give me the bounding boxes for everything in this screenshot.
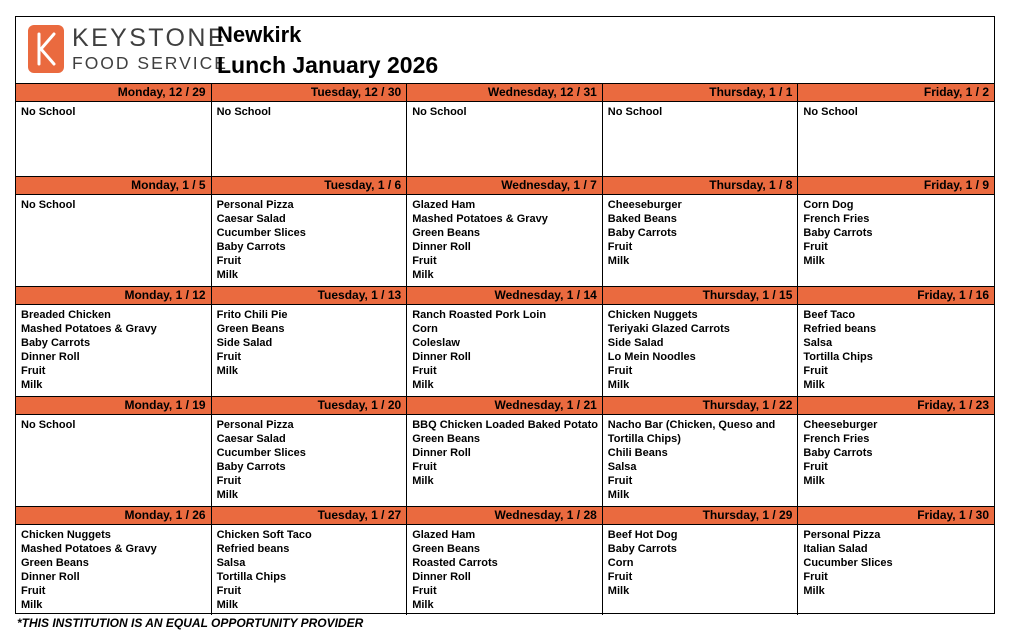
day-header: Tuesday, 1 / 6 bbox=[212, 177, 407, 195]
menu-item-list bbox=[16, 305, 211, 392]
menu-item: Fruit bbox=[412, 255, 437, 267]
menu-item: Milk bbox=[21, 599, 43, 611]
menu-item-list bbox=[212, 102, 407, 119]
day-cell bbox=[212, 507, 408, 615]
menu-item: Personal Pizza bbox=[216, 419, 294, 431]
menu-item: Corn bbox=[607, 557, 634, 569]
menu-item: Corn Dog bbox=[803, 199, 854, 211]
menu-item: Glazed Ham bbox=[412, 199, 476, 211]
day-header: Wednesday, 12 / 31 bbox=[407, 84, 602, 102]
menu-item: Salsa bbox=[803, 337, 833, 349]
menu-item: No School bbox=[216, 106, 271, 118]
day-cell bbox=[212, 84, 408, 177]
menu-item: Refried beans bbox=[216, 543, 290, 555]
day-header: Wednesday, 1 / 14 bbox=[407, 287, 602, 305]
menu-item: Fruit bbox=[21, 585, 46, 597]
brand-subtitle: FOOD SERVICE bbox=[72, 52, 228, 73]
menu-item: Baby Carrots bbox=[607, 227, 677, 239]
menu-item: Fruit bbox=[216, 585, 242, 597]
menu-item: Personal Pizza bbox=[803, 529, 881, 541]
menu-item: Cucumber Slices bbox=[216, 447, 306, 459]
day-header: Monday, 1 / 26 bbox=[16, 507, 211, 525]
menu-item: Green Beans bbox=[216, 323, 285, 335]
menu-item: Baby Carrots bbox=[21, 337, 91, 349]
menu-item: Mashed Potatoes & Gravy bbox=[21, 323, 157, 335]
menu-item: Fruit bbox=[21, 365, 46, 377]
menu-item-list bbox=[407, 195, 602, 282]
menu-item: Milk bbox=[216, 269, 238, 281]
menu-item: Milk bbox=[412, 599, 434, 611]
menu-item: Milk bbox=[607, 585, 630, 597]
menu-item-list bbox=[603, 525, 798, 598]
menu-item: Chicken Nuggets bbox=[607, 309, 698, 321]
day-header: Monday, 12 / 29 bbox=[16, 84, 211, 102]
menu-item: Personal Pizza bbox=[216, 199, 294, 211]
menu-item: Fruit bbox=[412, 585, 437, 597]
menu-item-list bbox=[603, 195, 798, 268]
menu-item: Chicken Nuggets bbox=[21, 529, 111, 541]
menu-item-list bbox=[212, 415, 407, 502]
keystone-k-icon bbox=[28, 25, 64, 73]
menu-item: Baby Carrots bbox=[216, 461, 286, 473]
menu-item: Side Salad bbox=[607, 337, 664, 349]
menu-item: Teriyaki Glazed Carrots bbox=[607, 323, 730, 335]
menu-item: Fruit bbox=[607, 475, 633, 487]
day-header: Monday, 1 / 19 bbox=[16, 397, 211, 415]
day-cell bbox=[603, 397, 799, 507]
day-header: Thursday, 1 / 1 bbox=[603, 84, 798, 102]
menu-item: No School bbox=[607, 106, 663, 118]
day-header: Tuesday, 12 / 30 bbox=[212, 84, 407, 102]
menu-item: Cucumber Slices bbox=[216, 227, 306, 239]
menu-item: Milk bbox=[803, 379, 825, 391]
day-header: Friday, 1 / 23 bbox=[798, 397, 994, 415]
menu-item: Dinner Roll bbox=[412, 447, 471, 459]
menu-item-list bbox=[407, 525, 602, 612]
day-header: Friday, 1 / 9 bbox=[798, 177, 994, 195]
day-header: Thursday, 1 / 22 bbox=[603, 397, 798, 415]
menu-item: No School bbox=[21, 199, 76, 211]
day-cell bbox=[603, 287, 799, 397]
menu-item: Fruit bbox=[607, 571, 633, 583]
menu-item: Chili Beans bbox=[607, 447, 668, 459]
brand-name: KEYSTONE bbox=[72, 23, 227, 52]
menu-item: Cheeseburger bbox=[803, 419, 878, 431]
day-header: Wednesday, 1 / 28 bbox=[407, 507, 602, 525]
menu-item: Milk bbox=[216, 599, 238, 611]
menu-item-list bbox=[407, 415, 602, 488]
menu-item: Fruit bbox=[412, 365, 437, 377]
menu-item-list bbox=[407, 102, 602, 119]
menu-item: Milk bbox=[216, 489, 238, 501]
school-name: Newkirk bbox=[217, 22, 302, 47]
menu-item: Refried beans bbox=[803, 323, 877, 335]
menu-item: Milk bbox=[216, 365, 238, 377]
day-cell bbox=[16, 397, 212, 507]
menu-item: Cheeseburger bbox=[607, 199, 682, 211]
menu-item: Baby Carrots bbox=[803, 227, 873, 239]
menu-item: Milk bbox=[412, 475, 434, 487]
day-cell bbox=[798, 177, 994, 287]
day-header: Monday, 1 / 5 bbox=[16, 177, 211, 195]
menu-item: Mashed Potatoes & Gravy bbox=[21, 543, 157, 555]
menu-item: Salsa bbox=[607, 461, 637, 473]
menu-item-list bbox=[798, 415, 994, 488]
menu-item: Milk bbox=[803, 585, 825, 597]
menu-item: Roasted Carrots bbox=[412, 557, 498, 569]
menu-item: Dinner Roll bbox=[21, 571, 80, 583]
menu-item: Milk bbox=[607, 379, 630, 391]
menu-item: Chicken Soft Taco bbox=[216, 529, 312, 541]
menu-item: Dinner Roll bbox=[412, 351, 471, 363]
menu-calendar bbox=[16, 84, 994, 615]
day-cell bbox=[212, 287, 408, 397]
menu-item: Milk bbox=[803, 255, 825, 267]
menu-item: Baby Carrots bbox=[803, 447, 873, 459]
menu-item-list bbox=[603, 415, 798, 502]
menu-item-list bbox=[16, 195, 211, 212]
menu-item: French Fries bbox=[803, 213, 870, 225]
menu-item: No School bbox=[21, 419, 76, 431]
menu-item: No School bbox=[412, 106, 467, 118]
menu-item: Milk bbox=[412, 269, 434, 281]
menu-item-list bbox=[603, 102, 798, 119]
menu-item: Fruit bbox=[607, 365, 633, 377]
day-cell bbox=[407, 177, 603, 287]
day-cell bbox=[798, 507, 994, 615]
day-cell bbox=[603, 177, 799, 287]
day-cell bbox=[16, 507, 212, 615]
menu-item: Nacho Bar (Chicken, Queso and Tortilla Chips) bbox=[607, 419, 776, 445]
menu-item: Caesar Salad bbox=[216, 433, 286, 445]
menu-item: Green Beans bbox=[412, 543, 481, 555]
day-cell bbox=[798, 84, 994, 177]
day-cell bbox=[407, 287, 603, 397]
menu-item: BBQ Chicken Loaded Baked Potato bbox=[412, 419, 598, 431]
day-header: Wednesday, 1 / 21 bbox=[407, 397, 602, 415]
menu-item: Green Beans bbox=[412, 433, 481, 445]
menu-item: Cucumber Slices bbox=[803, 557, 893, 569]
menu-item: Mashed Potatoes & Gravy bbox=[412, 213, 548, 225]
menu-item-list bbox=[16, 102, 211, 119]
menu-item: Milk bbox=[803, 475, 825, 487]
menu-item: Dinner Roll bbox=[21, 351, 80, 363]
menu-item: Fruit bbox=[607, 241, 633, 253]
menu-item-list bbox=[16, 525, 211, 612]
menu-item: Milk bbox=[21, 379, 43, 391]
menu-item: Green Beans bbox=[21, 557, 89, 569]
day-header: Friday, 1 / 2 bbox=[798, 84, 994, 102]
menu-item: Frito Chili Pie bbox=[216, 309, 288, 321]
day-header: Thursday, 1 / 29 bbox=[603, 507, 798, 525]
day-header: Tuesday, 1 / 20 bbox=[212, 397, 407, 415]
menu-item: Coleslaw bbox=[412, 337, 460, 349]
menu-item: Fruit bbox=[216, 351, 242, 363]
day-header: Friday, 1 / 30 bbox=[798, 507, 994, 525]
menu-item: Fruit bbox=[803, 571, 828, 583]
day-cell bbox=[407, 507, 603, 615]
menu-item: Caesar Salad bbox=[216, 213, 286, 225]
menu-item: Italian Salad bbox=[803, 543, 868, 555]
day-cell bbox=[798, 287, 994, 397]
menu-item: Dinner Roll bbox=[412, 241, 471, 253]
day-header: Wednesday, 1 / 7 bbox=[407, 177, 602, 195]
menu-title: Lunch January 2026 bbox=[217, 52, 439, 78]
day-header: Tuesday, 1 / 27 bbox=[212, 507, 407, 525]
day-cell bbox=[16, 84, 212, 177]
menu-item: Side Salad bbox=[216, 337, 273, 349]
menu-item-list bbox=[407, 305, 602, 392]
day-header: Monday, 1 / 12 bbox=[16, 287, 211, 305]
day-header: Thursday, 1 / 8 bbox=[603, 177, 798, 195]
menu-item-list bbox=[798, 525, 994, 598]
day-cell bbox=[16, 177, 212, 287]
menu-header bbox=[16, 17, 994, 84]
menu-item-list bbox=[798, 102, 994, 119]
menu-item-list bbox=[212, 525, 407, 612]
equal-opportunity-note: *THIS INSTITUTION IS AN EQUAL OPPORTUNITY PROVIDER bbox=[17, 616, 364, 630]
menu-item: Ranch Roasted Pork Loin bbox=[412, 309, 547, 321]
day-header: Friday, 1 / 16 bbox=[798, 287, 994, 305]
menu-item: Tortilla Chips bbox=[216, 571, 287, 583]
menu-item: No School bbox=[803, 106, 858, 118]
day-cell bbox=[212, 397, 408, 507]
menu-item: Beef Hot Dog bbox=[607, 529, 678, 541]
day-cell bbox=[603, 507, 799, 615]
menu-item: Milk bbox=[607, 255, 630, 267]
menu-item: Baby Carrots bbox=[216, 241, 286, 253]
day-cell bbox=[407, 84, 603, 177]
menu-item: Lo Mein Noodles bbox=[607, 351, 696, 363]
menu-item: Fruit bbox=[803, 241, 828, 253]
menu-item-list bbox=[212, 195, 407, 282]
menu-item-list bbox=[16, 415, 211, 432]
menu-item: Fruit bbox=[803, 461, 828, 473]
menu-item-list bbox=[798, 305, 994, 392]
menu-item: Green Beans bbox=[412, 227, 481, 239]
menu-item: French Fries bbox=[803, 433, 870, 445]
menu-item: Tortilla Chips bbox=[803, 351, 873, 363]
day-header: Thursday, 1 / 15 bbox=[603, 287, 798, 305]
menu-item: Baked Beans bbox=[607, 213, 677, 225]
day-cell bbox=[407, 397, 603, 507]
menu-item: Glazed Ham bbox=[412, 529, 476, 541]
menu-item-list bbox=[603, 305, 798, 392]
menu-item: Fruit bbox=[803, 365, 828, 377]
menu-item: Fruit bbox=[216, 255, 242, 267]
menu-item: Corn bbox=[412, 323, 438, 335]
day-cell bbox=[798, 397, 994, 507]
menu-item: No School bbox=[21, 106, 76, 118]
day-cell bbox=[212, 177, 408, 287]
menu-item: Baby Carrots bbox=[607, 543, 677, 555]
menu-frame bbox=[15, 16, 995, 614]
menu-item: Dinner Roll bbox=[412, 571, 471, 583]
menu-item: Breaded Chicken bbox=[21, 309, 111, 321]
menu-item: Fruit bbox=[216, 475, 242, 487]
menu-item-list bbox=[798, 195, 994, 268]
day-header: Tuesday, 1 / 13 bbox=[212, 287, 407, 305]
menu-item: Milk bbox=[607, 489, 630, 501]
menu-item: Beef Taco bbox=[803, 309, 856, 321]
menu-item: Fruit bbox=[412, 461, 437, 473]
day-cell bbox=[603, 84, 799, 177]
menu-item: Salsa bbox=[216, 557, 246, 569]
menu-item: Milk bbox=[412, 379, 434, 391]
menu-item-list bbox=[212, 305, 407, 378]
day-cell bbox=[16, 287, 212, 397]
keystone-logo bbox=[28, 25, 228, 73]
